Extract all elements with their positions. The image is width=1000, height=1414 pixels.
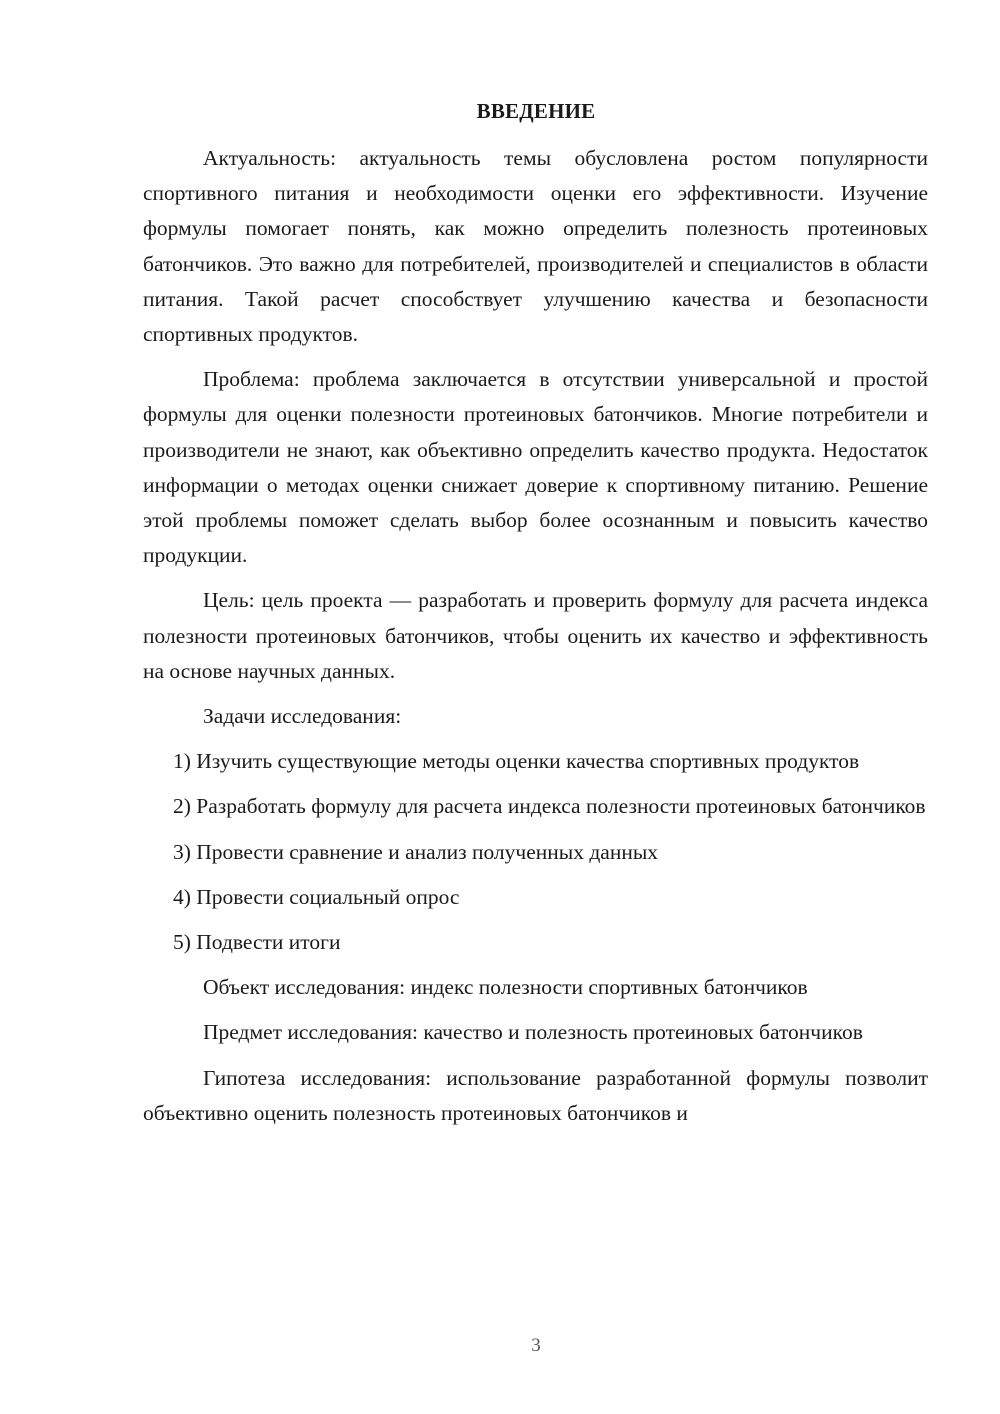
task-item: 2) Разработать формулу для расчета индекса полезности протеиновых батончиков bbox=[173, 794, 926, 819]
document-body bbox=[143, 141, 928, 1141]
paragraph-goal: Цель: цель проекта — разработать и проверить формулу для расчета индекса полезности протеиновых батончиков, чтобы оценить их качество и эффективность на основе научных данных. bbox=[143, 588, 928, 683]
paragraph-relevance: Актуальность: актуальность темы обусловлена ростом популярности спортивного питания и необходимости оценки его эффективности. Изучение формулы помогает понять, как можно определить полезность протеиновых батончиков. Это важно для потребителей, производителей и специалистов в области питания. Такой расчет способствует улучшению качества и безопасности спортивных продуктов. bbox=[143, 146, 928, 347]
paragraph-problem: Проблема: проблема заключается в отсутствии универсальной и простой формулы для оценки полезности протеиновых батончиков. Многие потребители и производители не знают, как объективно определить качество продукта. Недостаток информации о методах оценки снижает доверие к спортивному питанию. Решение этой проблемы поможет сделать выбор более осознанным и повысить качество продукции. bbox=[143, 367, 928, 568]
paragraph-object: Объект исследования: индекс полезности спортивных батончиков bbox=[203, 975, 808, 1000]
tasks-heading: Задачи исследования: bbox=[203, 704, 402, 729]
task-item: 1) Изучить существующие методы оценки качества спортивных продуктов bbox=[173, 749, 860, 774]
paragraph-subject: Предмет исследования: качество и полезность протеиновых батончиков bbox=[203, 1020, 863, 1045]
paragraph-hypothesis: Гипотеза исследования: использование разработанной формулы позволит объективно оценить полезность протеиновых батончиков и bbox=[143, 1065, 928, 1125]
page-number: 3 bbox=[531, 1335, 541, 1356]
task-item: 4) Провести социальный опрос bbox=[173, 884, 460, 909]
task-item: 3) Провести сравнение и анализ полученных данных bbox=[173, 839, 659, 864]
task-item: 5) Подвести итоги bbox=[173, 930, 341, 955]
section-title: ВВЕДЕНИЕ bbox=[476, 99, 596, 123]
